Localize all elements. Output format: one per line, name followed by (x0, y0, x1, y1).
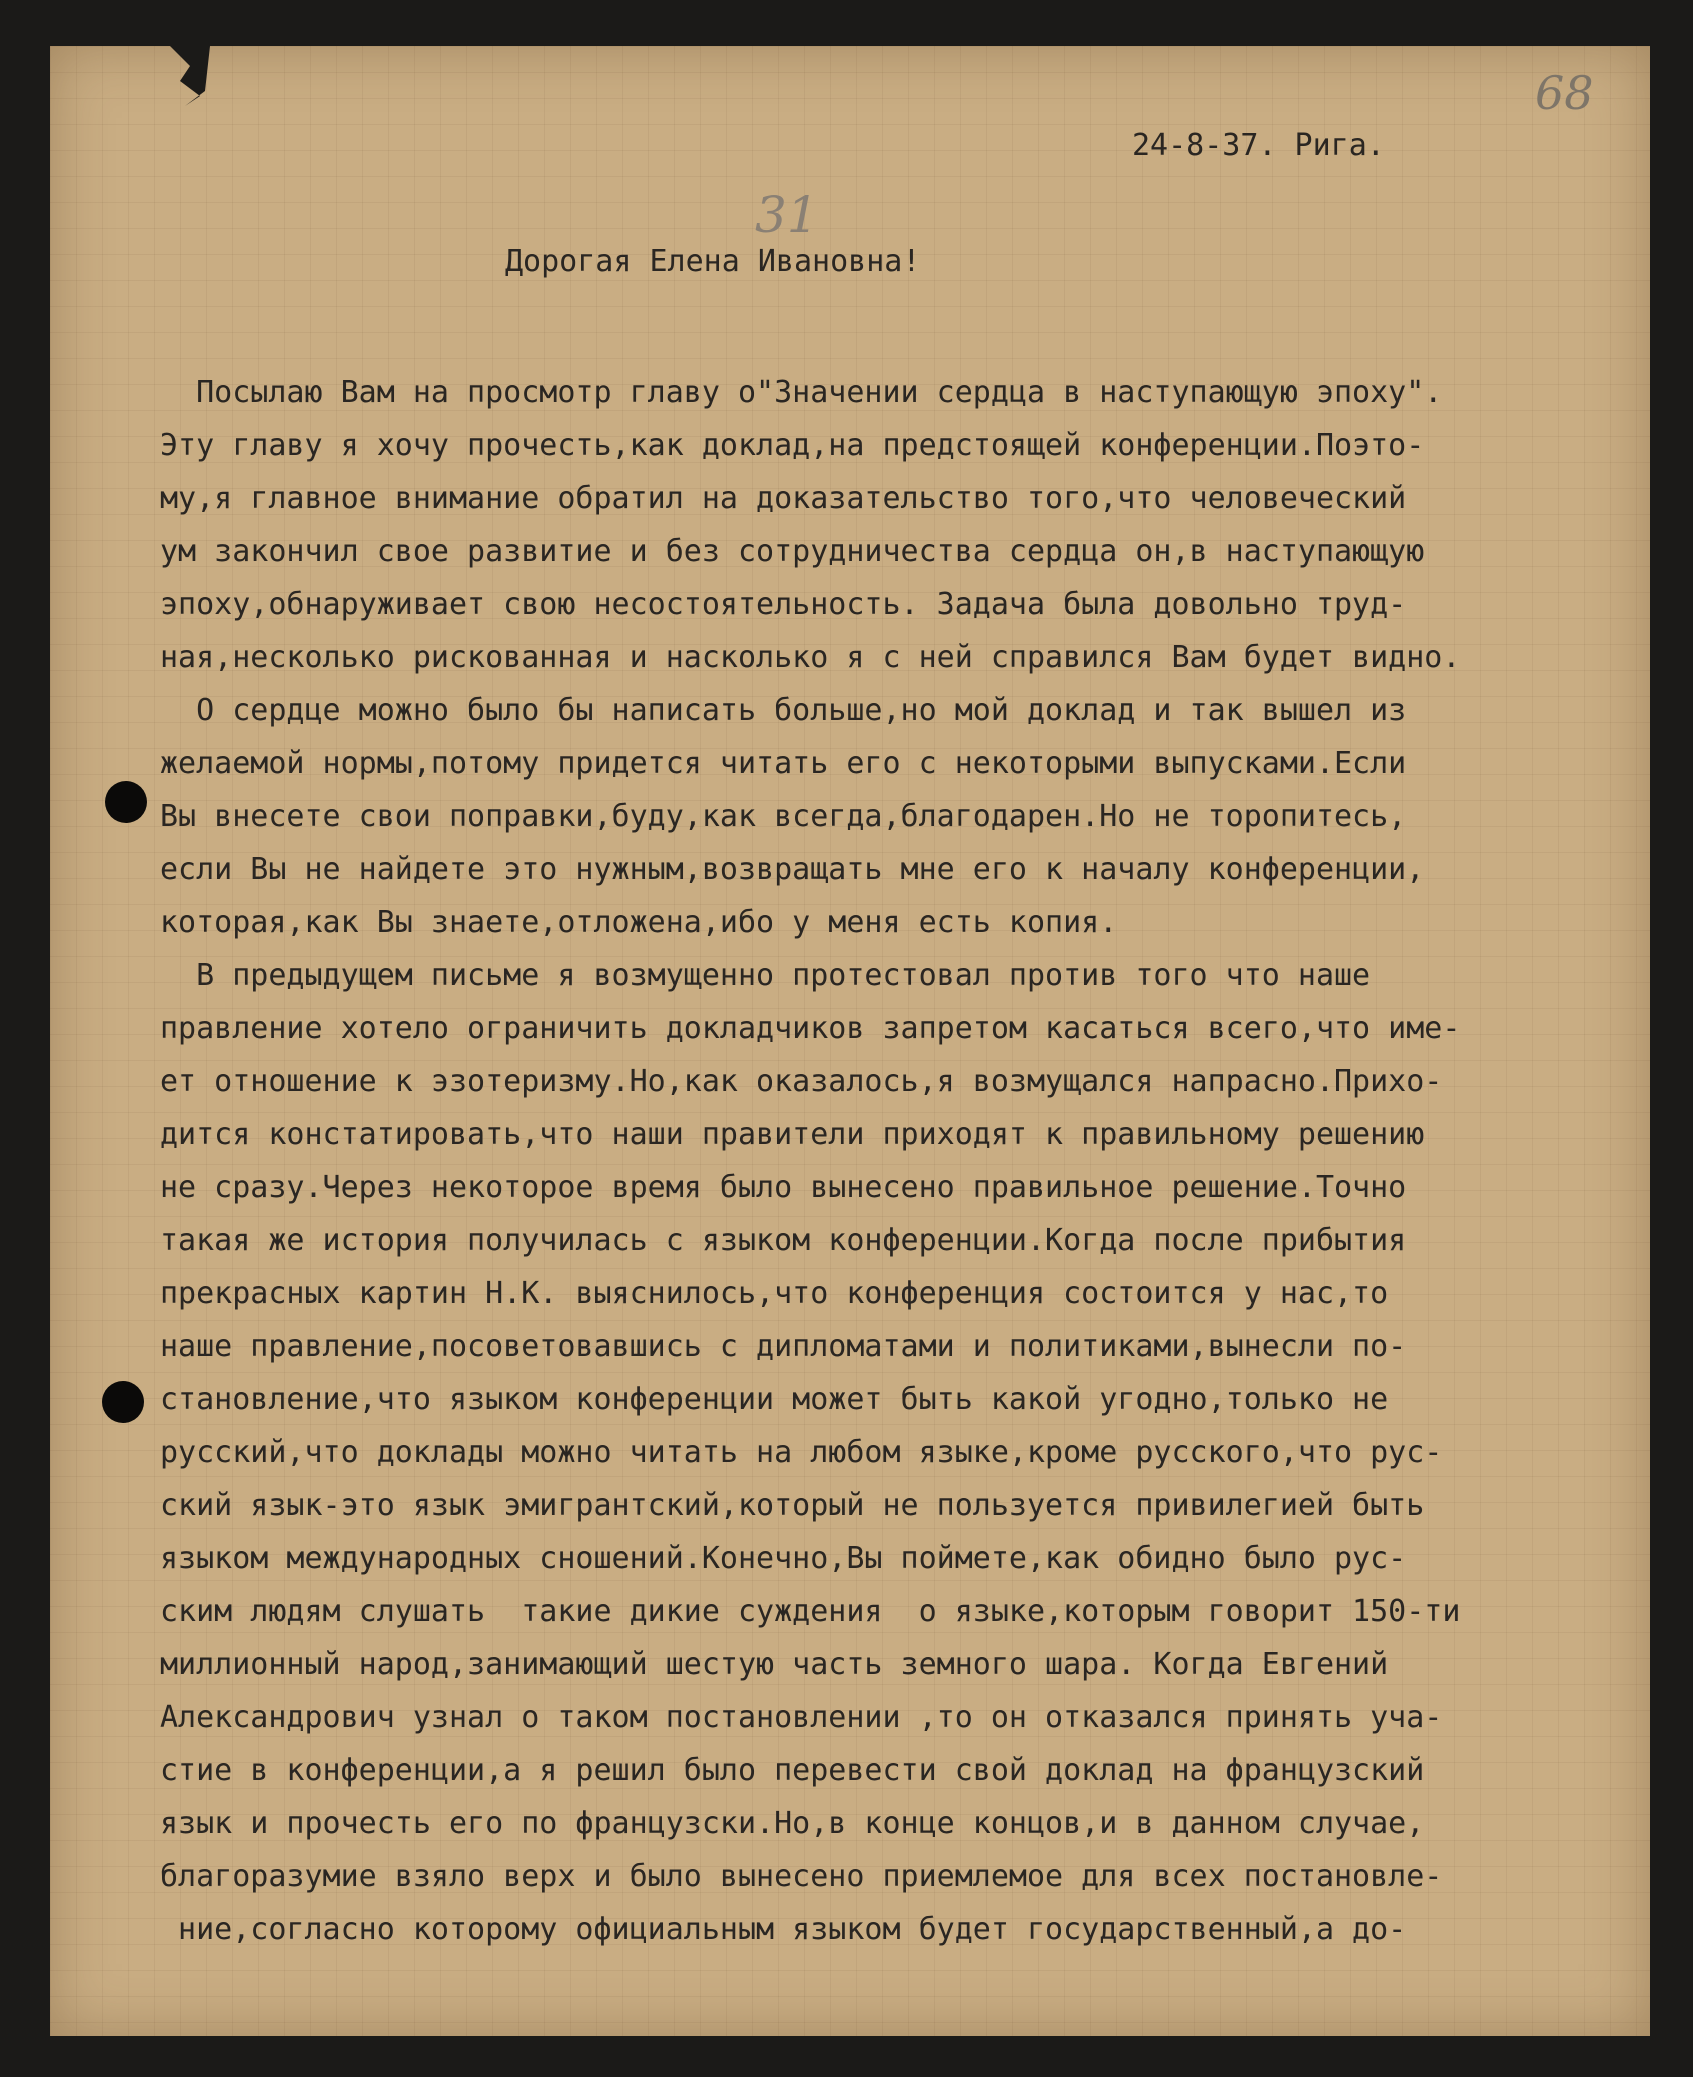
body-line: ум закончил свое развитие и без сотрудничества сердца он,в наступающую (160, 534, 1425, 569)
body-line: язык и прочесть его по французски.Но,в конце концов,и в данном случае, (160, 1806, 1425, 1841)
body-line: миллионный народ,занимающий шестую часть земного шара. Когда Евгений (160, 1647, 1389, 1682)
body-line (160, 2009, 1640, 2062)
body-line: русский,что доклады можно читать на любом языке,кроме русского,что рус- (160, 1435, 1443, 1470)
body-line: благоразумие взяло верх и было вынесено приемлемое для всех постановле- (160, 1859, 1443, 1894)
body-line: Посылаю Вам на просмотр главу о"Значении сердца в наступающую эпоху". (160, 375, 1443, 410)
body-line: прекрасных картин Н.К. выяснилось,что конференция состоится у нас,то (160, 1276, 1389, 1311)
body-line: О сердце можно было бы написать больше,но мой доклад и так вышел из (160, 693, 1407, 728)
body-line: не сразу.Через некоторое время было вынесено правильное решение.Точно (160, 1170, 1407, 1205)
body-line: если Вы не найдете это нужным,возвращать мне его к началу конференции, (160, 852, 1425, 887)
body-line (160, 1956, 1640, 2009)
letter-body (160, 366, 1640, 2062)
punch-hole (102, 1381, 144, 1423)
salutation: Дорогая Елена Ивановна! (505, 244, 921, 279)
body-line: такая же история получилась с языком конференции.Когда после прибытия (160, 1223, 1407, 1258)
letter-page (50, 46, 1650, 2036)
archive-number: 31 (755, 186, 819, 244)
body-line: наше правление,посоветовавшись с дипломатами и политиками,вынесли по- (160, 1329, 1407, 1364)
folio-number: 68 (1535, 66, 1594, 120)
body-line: му,я главное внимание обратил на доказательство того,что человеческий (160, 481, 1407, 516)
torn-corner-mark (130, 46, 250, 106)
body-line: В предыдущем письме я возмущенно протестовал против того что наше (160, 958, 1371, 993)
body-line: правление хотело ограничить докладчиков запретом касаться всего,что име- (160, 1011, 1461, 1046)
body-line: ние,согласно которому официальным языком будет государственный,а до- (160, 1912, 1407, 1947)
body-line: Вы внесете свои поправки,буду,как всегда,благодарен.Но не торопитесь, (160, 799, 1407, 834)
body-line: ная,несколько рискованная и насколько я с ней справился Вам будет видно. (160, 640, 1461, 675)
body-line: стие в конференции,а я решил было перевести свой доклад на французский (160, 1753, 1425, 1788)
body-line: ским людям слушать такие дикие суждения о языке,которым говорит 150-ти (160, 1594, 1461, 1629)
body-line: ский язык-это язык эмигрантский,который не пользуется привилегией быть (160, 1488, 1425, 1523)
body-line: ет отношение к эзотеризму.Но,как оказалось,я возмущался напрасно.Прихо- (160, 1064, 1443, 1099)
letter-date: 24-8-37. Рига. (1132, 128, 1385, 163)
body-line: становление,что языком конференции может быть какой угодно,только не (160, 1382, 1389, 1417)
body-line: Александрович узнал о таком постановлении ,то он отказался принять уча- (160, 1700, 1443, 1735)
body-line: эпоху,обнаруживает свою несостоятельность. Задача была довольно труд- (160, 587, 1407, 622)
body-line: Эту главу я хочу прочесть,как доклад,на предстоящей конференции.Поэто- (160, 428, 1425, 463)
punch-hole (105, 781, 147, 823)
body-line: дится констатировать,что наши правители приходят к правильному решению (160, 1117, 1425, 1152)
body-line: языком международных сношений.Конечно,Вы поймете,как обидно было рус- (160, 1541, 1407, 1576)
body-line: желаемой нормы,потому придется читать его с некоторыми выпусками.Если (160, 746, 1407, 781)
body-line: которая,как Вы знаете,отложена,ибо у меня есть копия. (160, 905, 1118, 940)
